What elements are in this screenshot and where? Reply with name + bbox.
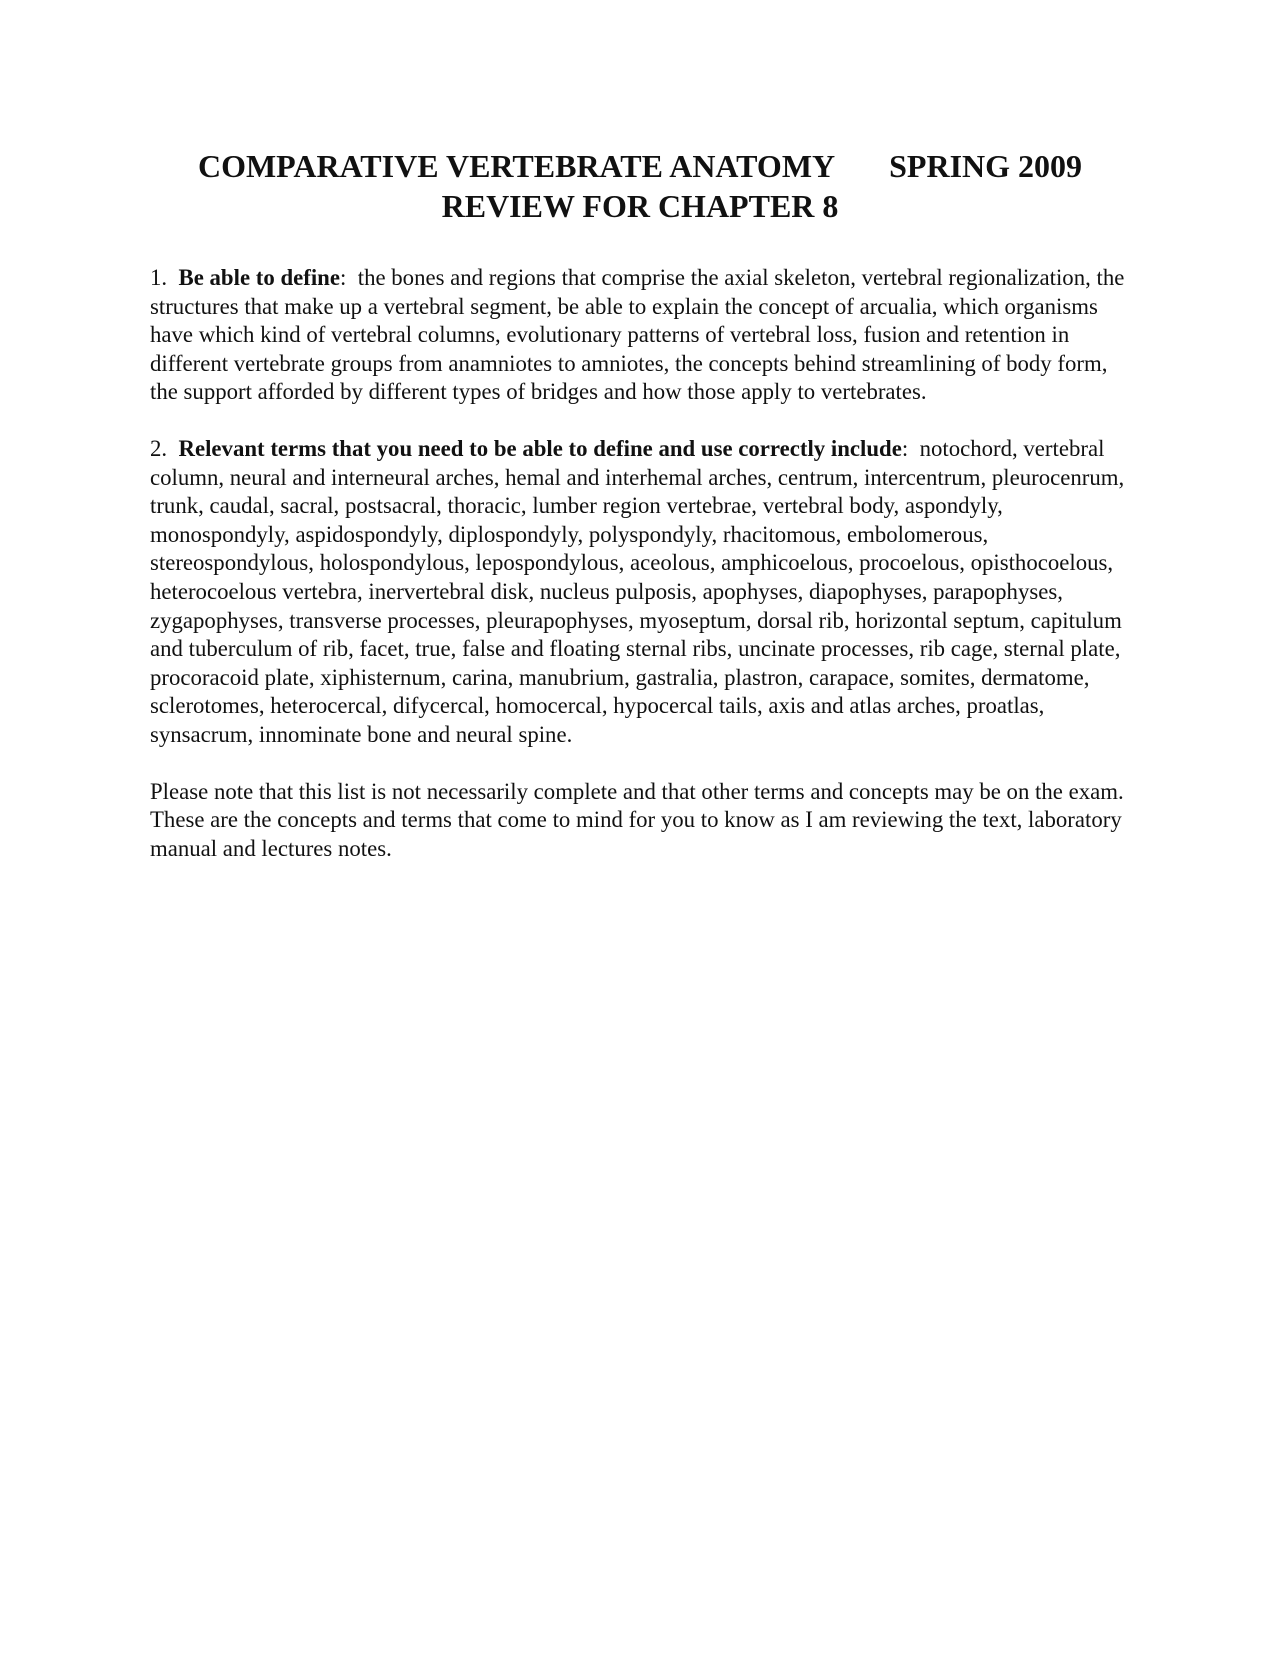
header-line-1 [150,146,1130,186]
item-lead: Relevant terms that you need to be able to define and use correctly include [178,435,902,461]
review-item-2 [150,435,1130,750]
item-text: notochord, vertebral column, neural and interneural arches, hemal and interhemal arches, centrum, intercentrum, pleurocenrum, trunk, caudal, sacral, postsacral, thoracic, lumber region vertebrae, vertebral body, aspondyly, monospondyly, aspidospondyly, diplospondyly, polyspondyly, rhacitomous, embolomerous, stereospondylous, holospondylous, lepospondylous, aceolous, amphicoelous, procoelous, opisthocoelous, heterocoelous vertebra, inervertebral disk, nucleus pulposis, apophyses, diapophyses, parapophyses, zygapophyses, transverse processes, pleurapophyses, myoseptum, dorsal rib, horizontal septum, capitulum and tuberculum of rib, facet, true, false and floating sternal ribs, uncinate processes, rib cage, sternal plate, procoracoid plate, xiphisternum, carina, manubrium, gastralia, plastron, carapace, somites, dermatome, sclerotomes, heterocercal, difycercal, homocercal, hypocercal tails, axis and atlas arches, proatlas, synsacrum, innominate bone and neural spine. [150,435,1125,747]
closing-note: Please note that this list is not necessarily complete and that other terms and concepts may be on the exam. These are the concepts and terms that come to mind for you to know as I am reviewing the text, laboratory manual and lectures notes. [150,778,1124,861]
document-subtitle: REVIEW FOR CHAPTER 8 [441,188,839,224]
item-colon: : [901,435,909,461]
item-colon: : [339,265,347,290]
item-lead: Be able to define [178,265,340,290]
review-item-1 [150,264,1130,407]
item-number: 1. [150,265,168,290]
document-header [150,146,1130,226]
document-page [150,146,1130,891]
item-text: the bones and regions that comprise the axial skeleton, vertebral regionalization, the structures that make up a vertebral segment, be able to explain the concept of arcualia, which organisms have which kind of vertebral columns, evolutionary patterns of vertebral loss, fusion and retention in different vertebrate groups from anamniotes to amniotes, the concepts behind streamlining of body form, the support afforded by different types of bridges and how those apply to vertebrates. [150,265,1125,405]
term-label: SPRING 2009 [889,148,1083,184]
course-title: COMPARATIVE VERTEBRATE ANATOMY [197,148,836,184]
item-number: 2. [150,435,168,461]
